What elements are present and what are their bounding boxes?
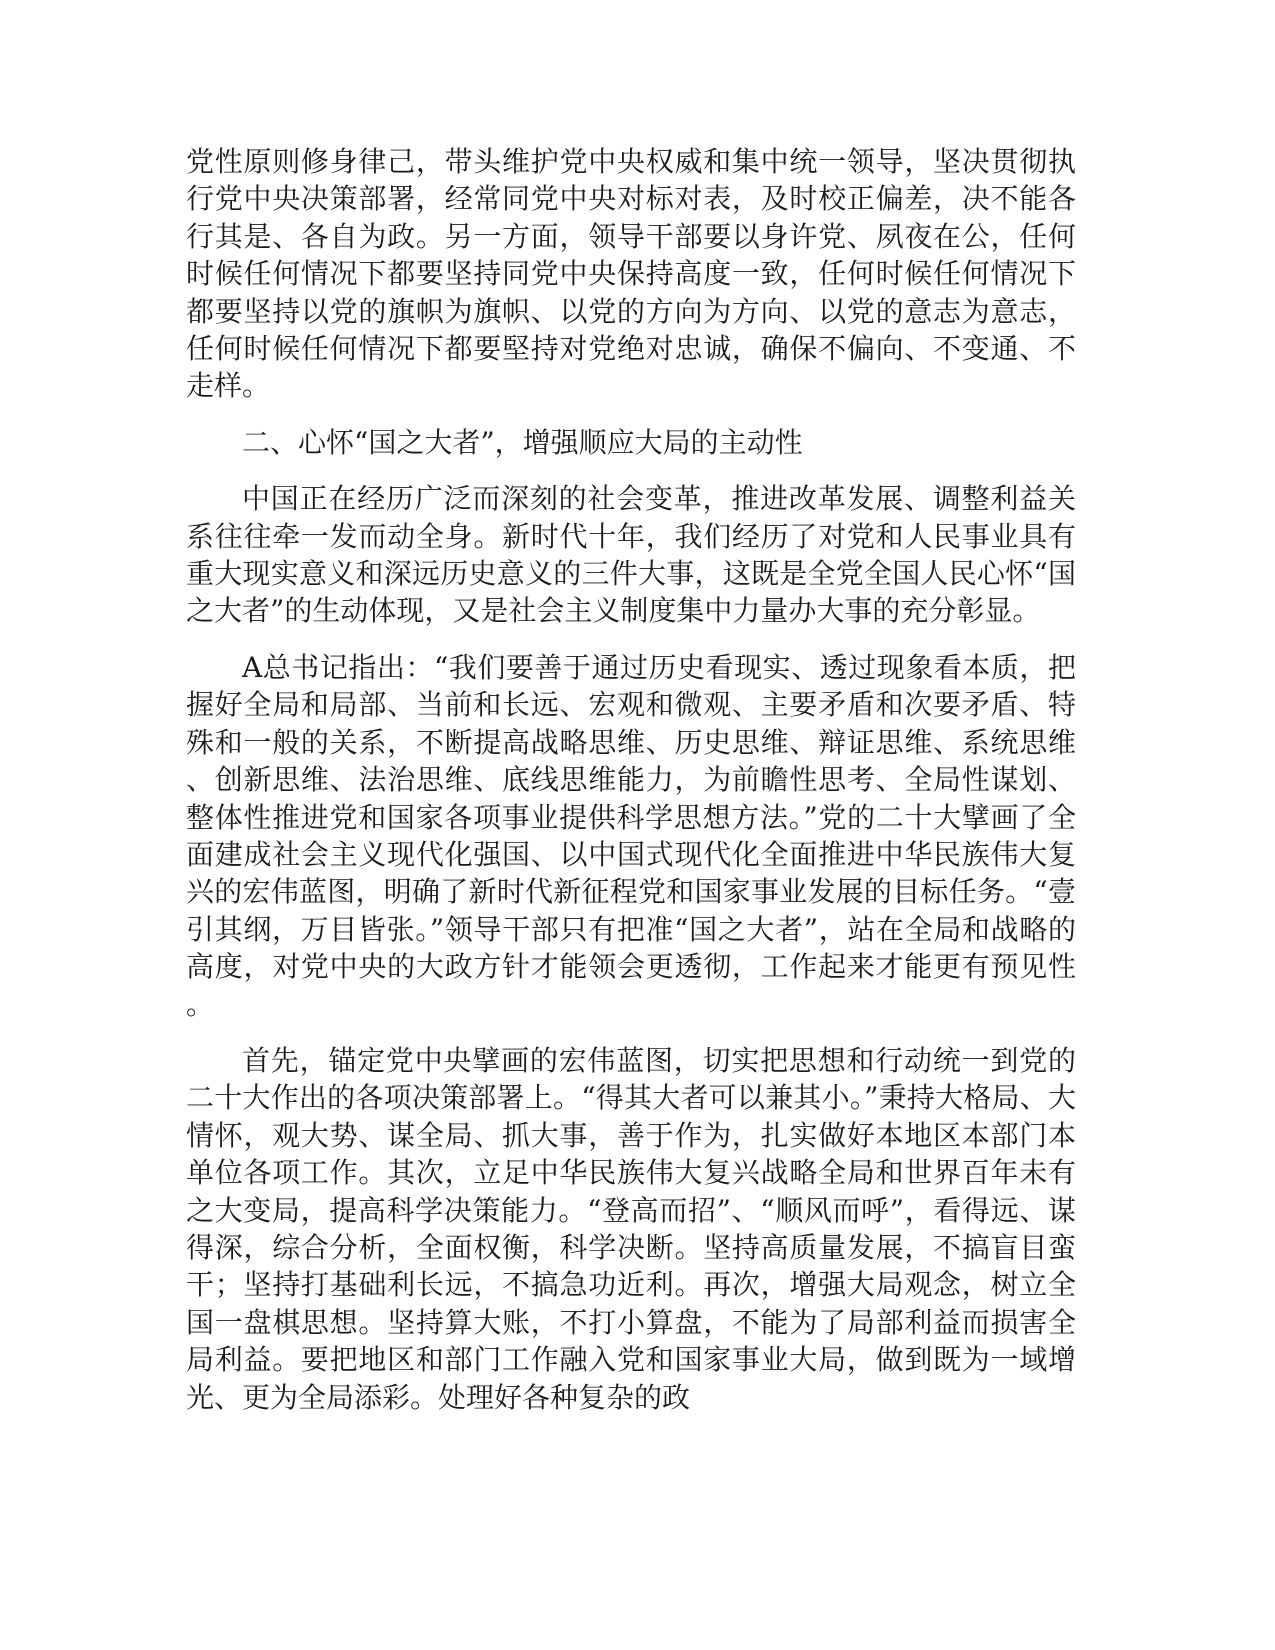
paragraph-social-change: 中国正在经历广泛而深刻的社会变革，推进改革发展、调整利益关系往往牵一发而动全身。新时代十年，我们经历了对党和人民事业具有重大现实意义和深远历史意义的三件大事，这既是全党全国人民心怀“国之大者”的生动体现，又是社会主义制度集中力量办大事的充分彰显。 (186, 482, 1076, 628)
section-heading-two: 二、心怀“国之大者”，增强顺应大局的主动性 (242, 425, 803, 459)
document-body (186, 143, 1076, 1416)
paragraph-strategic-thinking: A总书记指出：“我们要善于通过历史看现实、透过现象看本质，把握好全局和局部、当前和长远、宏观和微观、主要矛盾和次要矛盾、特殊和一般的关系，不断提高战略思维、历史思维、辩证思维、系统思维、创新思维、法治思维、底线思维能力，为前瞻性思考、全局性谋划、整体性推进党和国家各项事业提供科学思想方法。”党的二十大擘画了全面建成社会主义现代化强国、以中国式现代化全面推进中华民族伟大复兴的宏伟蓝图，明确了新时代新征程党和国家事业发展的目标任务。“壹引其纲，万目皆张。”领导干部只有把准“国之大者”，站在全局和战略的高度，对党中央的大政方针才能领会更透彻，工作起来才能更有预见性。 (186, 650, 1076, 1021)
paragraph-political-loyalty: 党性原则修身律己，带头维护党中央权威和集中统一领导，坚决贯彻执行党中央决策部署，经常同党中央对标对表，及时校正偏差，决不能各行其是、各自为政。另一方面，领导干部要以身许党、夙夜在公，任何时候任何情况下都要坚持同党中央保持高度一致，任何时候任何情况下都要坚持以党的旗帜为旗帜、以党的方向为方向、以党的意志为意志，任何时候任何情况下都要堅持对党绝对忠诚，确保不偏向、不变通、不走样。 (186, 145, 1076, 403)
paragraph-action-steps: 首先，锚定党中央擘画的宏伟蓝图，切实把思想和行动统一到党的二十大作出的各项决策部署上。“得其大者可以兼其小。”秉持大格局、大情怀，观大势、谋全局、抓大事，善于作为，扎实做好本地区本部门本单位各项工作。其次，立足中华民族伟大复兴战略全局和世界百年未有之大变局，提高科学决策能力。“登高而招”、“顺风而呼”，看得远、谋得深，综合分析，全面权衡，科学决断。坚持高质量发展，不搞盲目蛮干；坚持打基础利长远，不搞急功近利。再次，增强大局观念，树立全国一盘棋思想。坚持算大账，不打小算盘，不能为了局部利益而损害全局利益。要把地区和部门工作融入党和国家事业大局，做到既为一域增光、更为全局添彩。处理好各种复杂的政 (186, 1043, 1076, 1414)
